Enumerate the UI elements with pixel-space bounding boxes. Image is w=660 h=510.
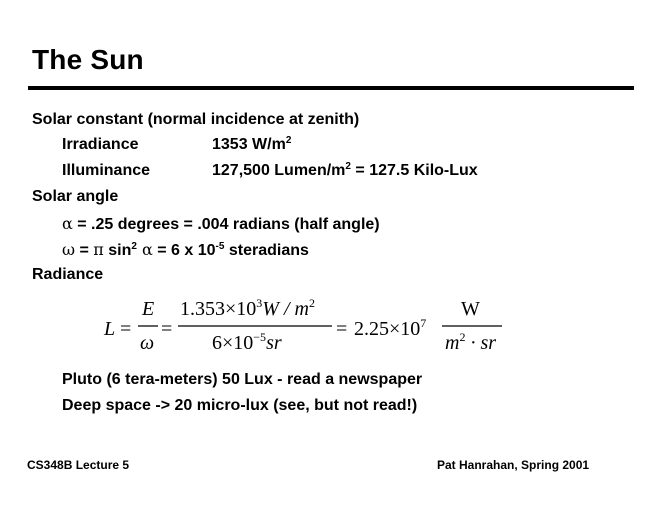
formula-denominator: $6\times 10^{-5}sr$ [212, 330, 282, 354]
formula-eq2: = [161, 318, 173, 340]
alpha-line: α = .25 degrees = .004 radians (half angle) [62, 214, 380, 233]
formula-E: E [142, 298, 155, 320]
formula-numerator: $1.353\times 10^3W / m^2$ [180, 296, 315, 320]
formula-unit-numerator: W [461, 298, 480, 320]
pluto-line: Pluto (6 tera-meters) 50 Lux - read a newspaper [62, 371, 423, 388]
radiance-formula [100, 293, 510, 358]
solar-constant-heading: Solar constant (normal incidence at zenith) [32, 111, 360, 128]
pi-symbol: π [93, 240, 104, 259]
formula-eq1: = [120, 318, 132, 340]
footer-author: Pat Hanrahan, Spring 2001 [437, 458, 590, 472]
title-divider [28, 86, 634, 90]
solar-angle-heading: Solar angle [32, 188, 119, 205]
illuminance-label: Illuminance [62, 162, 151, 179]
alpha-symbol: α [62, 214, 73, 233]
formula-omega: ω [140, 332, 155, 354]
formula-eq3: = [336, 318, 348, 340]
formula-unit-denominator: $m^2$ · sr [445, 330, 497, 354]
formula-value: $2.25\times 10^7$ [354, 316, 427, 340]
footer-course: CS348B Lecture 5 [27, 458, 130, 472]
irradiance-value: 1353 $W/m^2$ [212, 135, 292, 153]
omega-line: ω = π $\sin^2 \alpha = 6$ x $10^{-5}$ steradians [62, 240, 309, 259]
irradiance-label: Irradiance [62, 136, 139, 153]
radiance-heading: Radiance [32, 266, 104, 283]
omega-symbol: ω [62, 240, 76, 259]
formula-L: L [104, 318, 116, 340]
deep-space-line: Deep space -> 20 micro-lux (see, but not read!) [62, 397, 418, 414]
illuminance-value: 127,500 Lumen/$m^2 = 127.5$ Kilo-Lux [212, 161, 478, 179]
slide-title: The Sun [32, 44, 144, 75]
